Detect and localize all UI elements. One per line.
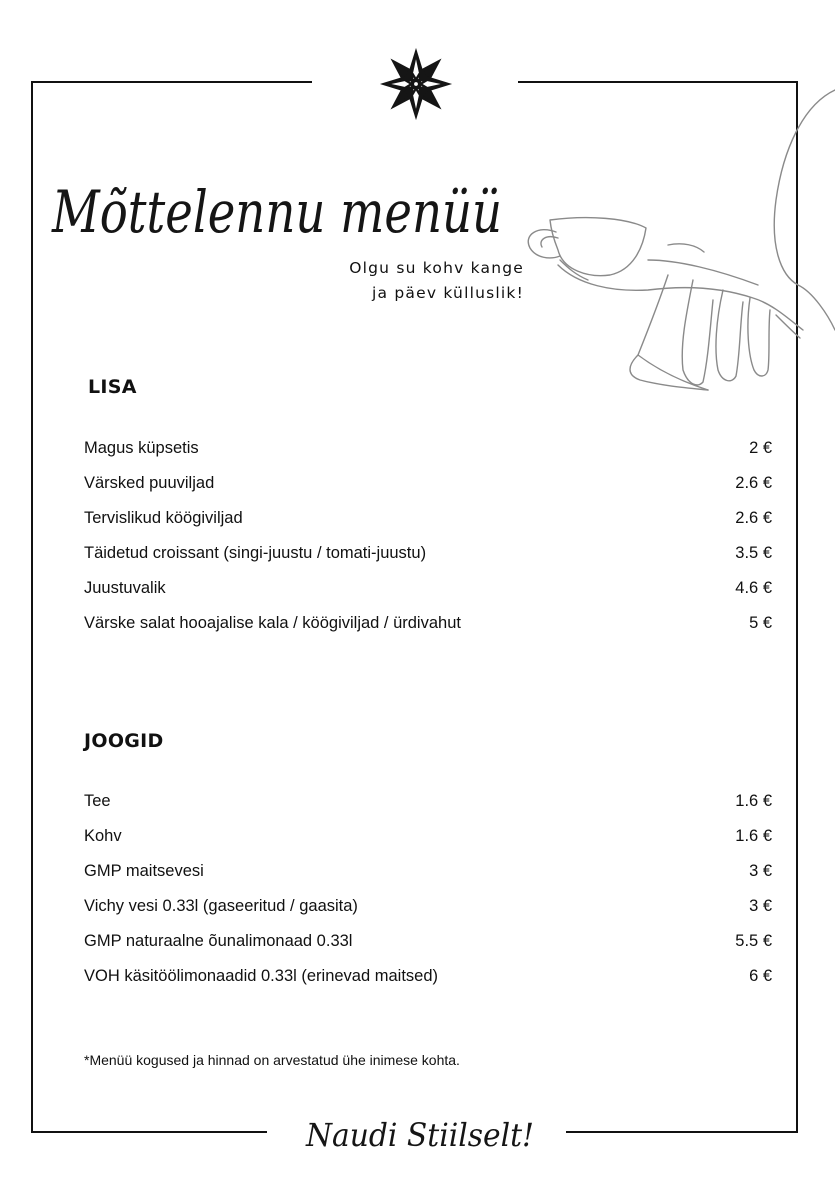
menu-list-joogid — [84, 789, 772, 999]
item-price: 2.6 € — [735, 509, 772, 527]
menu-item — [84, 576, 772, 611]
frame-top-left-line — [31, 81, 312, 83]
item-name: GMP maitsevesi — [84, 862, 204, 880]
menu-item — [84, 789, 772, 824]
menu-title — [44, 170, 524, 260]
menu-item — [84, 611, 772, 646]
item-name: VOH käsitöölimonaadid 0.33l (erinevad maitsed) — [84, 967, 439, 985]
footnote: *Menüü kogused ja hinnad on arvestatud ühe inimese kohta. — [84, 1052, 460, 1068]
menu-item — [84, 964, 772, 999]
item-price: 3.5 € — [735, 544, 772, 562]
item-price: 5 € — [749, 614, 772, 632]
item-name: Täidetud croissant (singi-juustu / tomati-juustu) — [84, 544, 427, 562]
item-price: 3 € — [749, 897, 772, 915]
item-price: 6 € — [749, 967, 772, 985]
tagline-line-1: Olgu su kohv kange — [349, 259, 524, 277]
item-name: Värske salat hooajalise kala / köögiviljad / ürdivahut — [84, 614, 461, 632]
item-name: GMP naturaalne õunalimonaad 0.33l — [84, 932, 353, 950]
menu-item — [84, 436, 772, 471]
menu-item — [84, 541, 772, 576]
item-name: Magus küpsetis — [84, 439, 199, 457]
item-name: Värsked puuviljad — [84, 474, 215, 492]
menu-item — [84, 859, 772, 894]
frame-left-line — [31, 81, 33, 1133]
menu-item — [84, 506, 772, 541]
item-price: 5.5 € — [735, 932, 772, 950]
menu-item — [84, 471, 772, 506]
item-price: 2.6 € — [735, 474, 772, 492]
item-price: 2 € — [749, 439, 772, 457]
signature-text: Naudi Stiilselt! — [305, 1116, 534, 1154]
section-title-joogid: JOOGID — [84, 730, 164, 752]
item-name: Kohv — [84, 827, 122, 845]
item-price: 3 € — [749, 862, 772, 880]
item-name: Tervislikud köögiviljad — [84, 509, 243, 527]
section-title-lisa: LISA — [88, 376, 137, 398]
star-mandala-icon — [378, 46, 454, 122]
tagline — [349, 256, 524, 306]
frame-bottom-left-line — [31, 1131, 267, 1133]
menu-item — [84, 894, 772, 929]
menu-list-lisa — [84, 436, 772, 646]
item-price: 1.6 € — [735, 792, 772, 810]
frame-bottom-right-line — [566, 1131, 798, 1133]
coffee-cup-hand-line-art — [518, 70, 835, 400]
tagline-line-2: ja päev külluslik! — [372, 284, 524, 302]
item-name: Vichy vesi 0.33l (gaseeritud / gaasita) — [84, 897, 358, 915]
menu-item — [84, 929, 772, 964]
menu-title-text: Mõttelennu menüü — [51, 178, 503, 246]
item-price: 4.6 € — [735, 579, 772, 597]
item-name: Tee — [84, 792, 111, 810]
menu-item — [84, 824, 772, 859]
signature — [300, 1110, 540, 1160]
item-price: 1.6 € — [735, 827, 772, 845]
item-name: Juustuvalik — [84, 579, 166, 597]
